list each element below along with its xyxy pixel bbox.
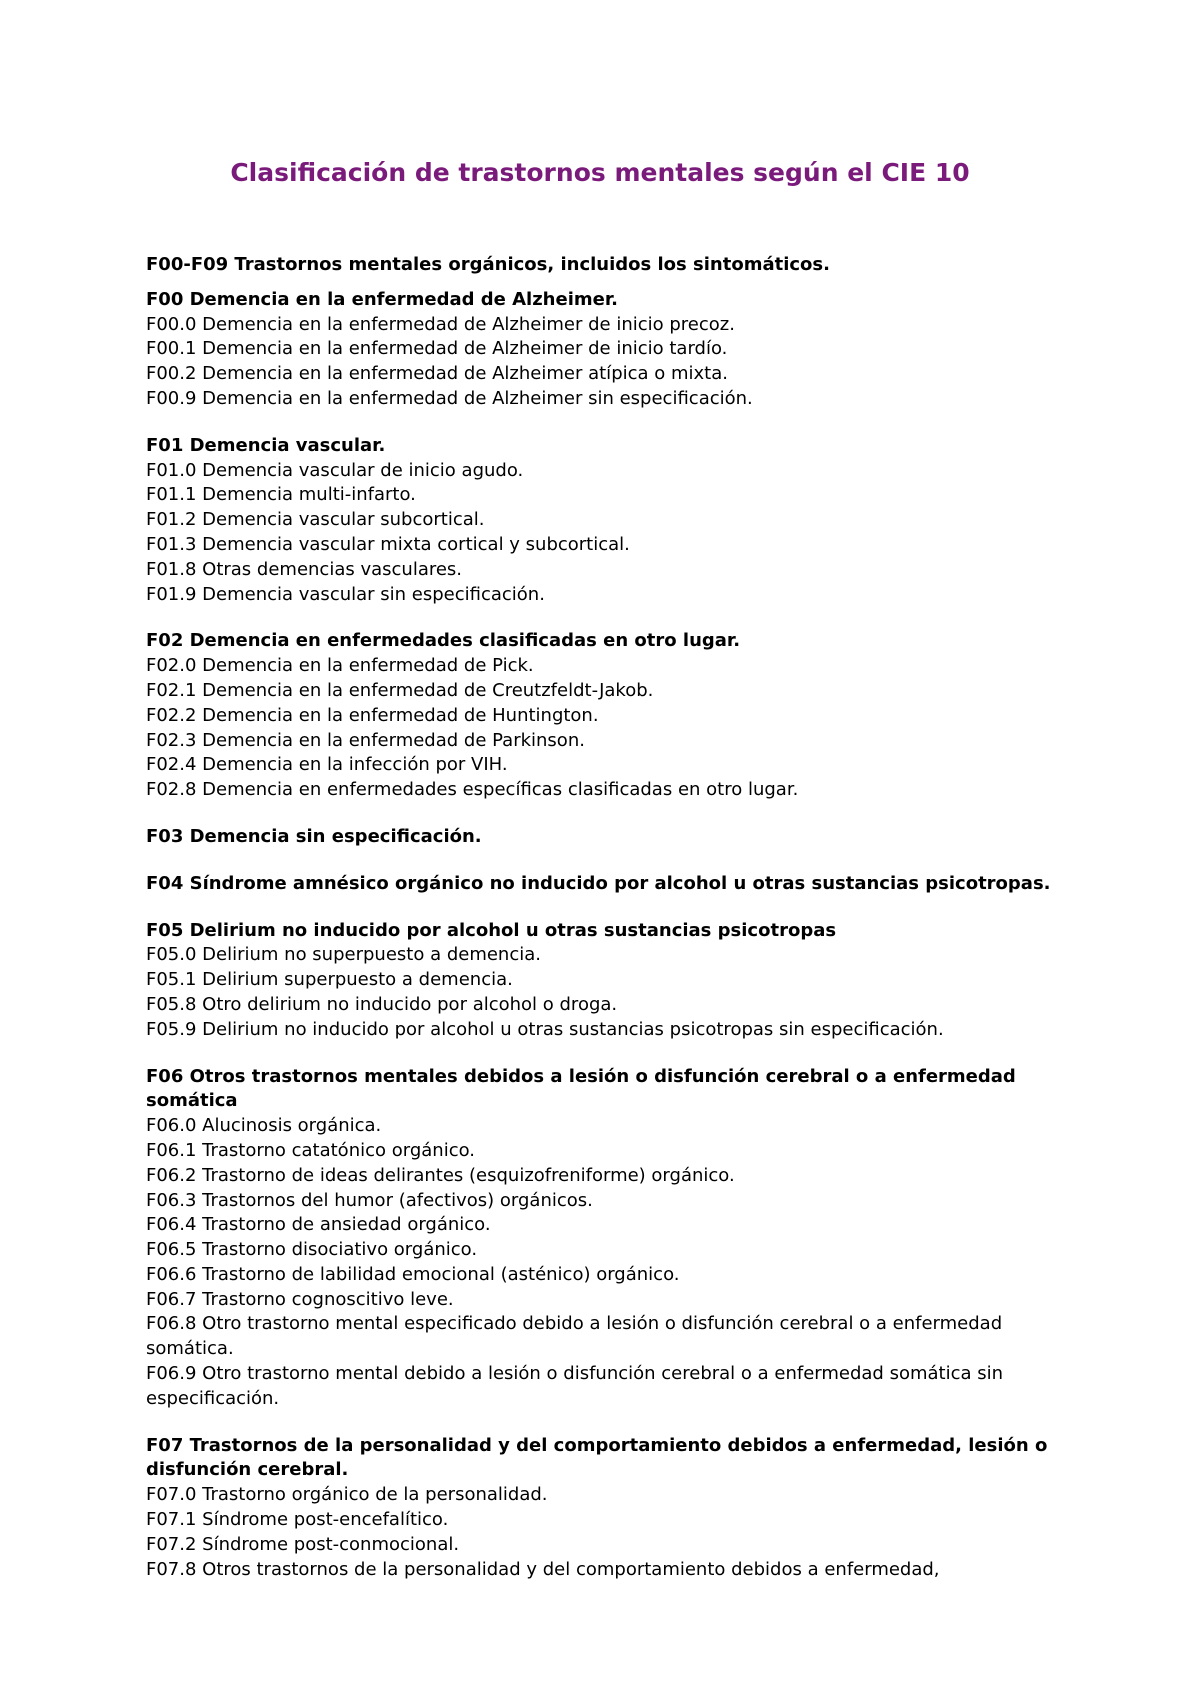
list-item: F01.8 Otras demencias vasculares.	[146, 558, 463, 580]
section-heading: F06 Otros trastornos mentales debidos a lesión o disfunción cerebral o a enfermedad somática	[146, 1065, 1016, 1112]
section-heading: F04 Síndrome amnésico orgánico no inducido por alcohol u otras sustancias psicotropas.	[146, 872, 1051, 894]
list-item: F06.6 Trastorno de labilidad emocional (asténico) orgánico.	[146, 1263, 680, 1285]
list-item: F02.1 Demencia en la enfermedad de Creutzfeldt-Jakob.	[146, 679, 654, 701]
list-item: F00.9 Demencia en la enfermedad de Alzheimer sin especificación.	[146, 387, 753, 409]
list-item: F06.4 Trastorno de ansiedad orgánico.	[146, 1214, 491, 1236]
list-item: F07.2 Síndrome post-conmocional.	[146, 1533, 460, 1555]
section	[146, 288, 1066, 412]
section-heading: F07 Trastornos de la personalidad y del comportamiento debidos a enfermedad, lesión o disfunción cerebral.	[146, 1434, 1048, 1481]
list-item: F05.9 Delirium no inducido por alcohol u otras sustancias psicotropas sin especificación.	[146, 1018, 944, 1040]
list-item: F07.0 Trastorno orgánico de la personalidad.	[146, 1484, 548, 1506]
list-item: F05.0 Delirium no superpuesto a demencia.	[146, 944, 541, 966]
list-item: F05.1 Delirium superpuesto a demencia.	[146, 969, 513, 991]
section-heading: F03 Demencia sin especificación.	[146, 825, 482, 847]
list-item: F06.3 Trastornos del humor (afectivos) orgánicos.	[146, 1189, 593, 1211]
list-item: F02.4 Demencia en la infección por VIH.	[146, 754, 508, 776]
sections-list	[146, 288, 1066, 1583]
list-item: F06.8 Otro trastorno mental especificado debido a lesión o disfunción cerebral o a enfermedad somática.	[146, 1313, 1003, 1360]
list-item: F06.2 Trastorno de ideas delirantes (esquizofreniforme) orgánico.	[146, 1164, 735, 1186]
section-heading: F00 Demencia en la enfermedad de Alzheimer.	[146, 288, 618, 310]
list-item: F07.8 Otros trastornos de la personalidad y del comportamiento debidos a enfermedad,	[146, 1558, 940, 1580]
document-body	[146, 253, 1066, 1604]
list-item: F02.2 Demencia en la enfermedad de Huntington.	[146, 704, 599, 726]
list-item: F07.1 Síndrome post-encefalítico.	[146, 1509, 449, 1531]
section	[146, 1065, 1066, 1412]
section	[146, 434, 1066, 608]
page-title: Clasificación de trastornos mentales según el CIE 10	[230, 158, 970, 187]
list-item: F06.9 Otro trastorno mental debido a lesión o disfunción cerebral o a enfermedad somática sin especificación.	[146, 1363, 1004, 1409]
list-item: F06.7 Trastorno cognoscitivo leve.	[146, 1288, 454, 1310]
list-item: F01.3 Demencia vascular mixta cortical y subcortical.	[146, 533, 630, 555]
section	[146, 825, 1066, 850]
list-item: F06.0 Alucinosis orgánica.	[146, 1115, 382, 1137]
section-heading: F02 Demencia en enfermedades clasificadas en otro lugar.	[146, 630, 741, 652]
list-item: F06.5 Trastorno disociativo orgánico.	[146, 1239, 478, 1261]
list-item: F02.0 Demencia en la enfermedad de Pick.	[146, 655, 534, 677]
section-heading: F05 Delirium no inducido por alcohol u otras sustancias psicotropas	[146, 919, 837, 941]
list-item: F02.3 Demencia en la enfermedad de Parkinson.	[146, 729, 585, 751]
section-heading: F01 Demencia vascular.	[146, 434, 386, 456]
list-item: F05.8 Otro delirium no inducido por alcohol o droga.	[146, 993, 618, 1015]
section	[146, 872, 1066, 897]
list-item: F00.2 Demencia en la enfermedad de Alzheimer atípica o mixta.	[146, 363, 728, 385]
list-item: F01.2 Demencia vascular subcortical.	[146, 509, 485, 531]
list-item: F01.0 Demencia vascular de inicio agudo.	[146, 459, 524, 481]
list-item: F00.0 Demencia en la enfermedad de Alzheimer de inicio precoz.	[146, 313, 735, 335]
list-item: F02.8 Demencia en enfermedades específicas clasificadas en otro lugar.	[146, 779, 799, 801]
section	[146, 919, 1066, 1043]
list-item: F01.9 Demencia vascular sin especificación.	[146, 583, 545, 605]
list-item: F01.1 Demencia multi-infarto.	[146, 484, 416, 506]
list-item: F06.1 Trastorno catatónico orgánico.	[146, 1139, 476, 1161]
list-item: F00.1 Demencia en la enfermedad de Alzheimer de inicio tardío.	[146, 338, 728, 360]
group-header: F00-F09 Trastornos mentales orgánicos, incluidos los sintomáticos.	[146, 254, 830, 275]
section	[146, 1434, 1066, 1583]
section	[146, 629, 1066, 803]
